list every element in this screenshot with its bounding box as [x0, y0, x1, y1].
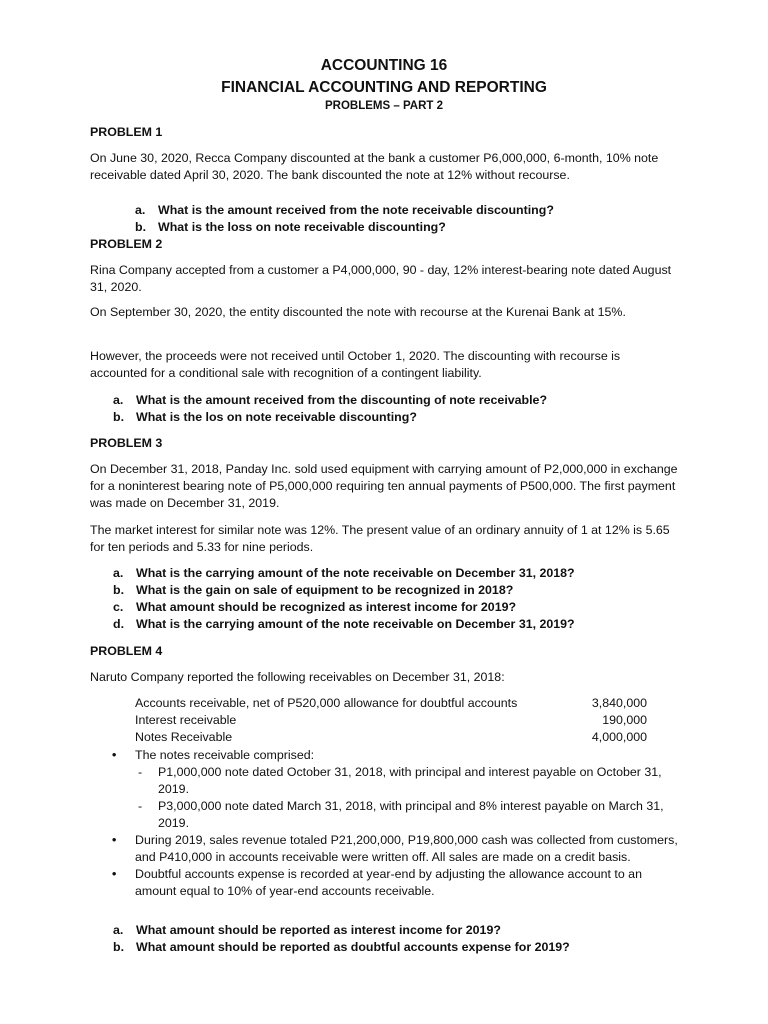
- list-item: [90, 392, 680, 409]
- table-row: [90, 729, 680, 746]
- bullet-item: [90, 866, 680, 900]
- note-text: P3,000,000 note dated March 31, 2018, with principal and 8% interest payable on March 31, 2019.: [158, 799, 664, 830]
- list-item: [90, 582, 680, 599]
- receivable-label: Notes Receivable: [135, 730, 233, 744]
- list-marker: b.: [113, 583, 125, 597]
- receivable-amount: 4,000,000: [591, 730, 647, 744]
- list-marker: a.: [135, 203, 146, 217]
- list-marker: a.: [113, 923, 124, 937]
- note-text: P1,000,000 note dated October 31, 2018, with principal and interest payable on October 31, 2019.: [158, 765, 662, 796]
- list-item: [90, 939, 680, 956]
- dash-marker: -: [138, 765, 143, 779]
- problem-3-paragraph-1: On December 31, 2018, Panday Inc. sold used equipment with carrying amount of P2,000,000 in exchange for a noninterest bearing note of P5,000,000 requiring ten annual payments of P500,000. The first payment was made on December 31, 2019.: [90, 462, 678, 510]
- question-text: What is the amount received from the note receivable discounting?: [158, 203, 554, 217]
- note-item: [90, 798, 680, 832]
- list-marker: b.: [113, 410, 125, 424]
- list-item: [90, 599, 680, 616]
- dash-marker: -: [138, 799, 143, 813]
- problem-4-intro: Naruto Company reported the following receivables on December 31, 2018:: [90, 670, 505, 684]
- receivable-amount: 190,000: [602, 713, 647, 727]
- list-marker: a.: [113, 393, 124, 407]
- list-item: [90, 565, 680, 582]
- receivable-amount: 3,840,000: [591, 696, 647, 710]
- bullet-text: During 2019, sales revenue totaled P21,200,000, P19,800,000 cash was collected from customers, and P410,000 in accounts receivable were written off. All sales are made on a credit basis.: [135, 833, 678, 864]
- bullet-icon: •: [112, 867, 117, 881]
- problem-3-paragraph-2: The market interest for similar note was 12%. The present value of an ordinary annuity of 1 at 12% is 5.65 for ten periods and 5.33 for nine periods.: [90, 523, 670, 554]
- table-row: [90, 695, 680, 712]
- question-text: What is the amount received from the discounting of note receivable?: [136, 393, 548, 407]
- problem-2-paragraph-2: On September 30, 2020, the entity discounted the note with recourse at the Kurenai Bank at 15%.: [90, 305, 626, 319]
- problem-3-heading: PROBLEM 3: [90, 436, 163, 450]
- receivables-table: [90, 695, 680, 746]
- problem-4-heading: PROBLEM 4: [90, 644, 163, 658]
- bullet-item: [90, 747, 680, 764]
- question-text: What amount should be recognized as interest income for 2019?: [136, 600, 517, 614]
- problem-2-questions: [90, 392, 680, 426]
- problem-2-paragraph-3: However, the proceeds were not received until October 1, 2020. The discounting with recourse is accounted for a conditional sale with recognition of a contingent liability.: [90, 349, 621, 380]
- note-item: [90, 764, 680, 798]
- course-title: ACCOUNTING 16: [320, 57, 448, 74]
- question-text: What amount should be reported as interest income for 2019?: [136, 923, 501, 937]
- problem-4-questions: [90, 922, 680, 956]
- bullet-text: Doubtful accounts expense is recorded at year-end by adjusting the allowance account to an amount equal to 10% of year-end accounts receivable.: [135, 867, 642, 898]
- bullet-text: The notes receivable comprised:: [135, 748, 315, 762]
- bullet-icon: •: [112, 748, 117, 762]
- list-marker: b.: [113, 940, 125, 954]
- question-text: What is the gain on sale of equipment to be recognized in 2018?: [136, 583, 514, 597]
- list-marker: d.: [113, 617, 125, 631]
- list-marker: c.: [113, 600, 124, 614]
- list-item: [90, 922, 680, 939]
- question-text: What is the carrying amount of the note receivable on December 31, 2018?: [136, 566, 575, 580]
- list-marker: a.: [113, 566, 124, 580]
- table-row: [90, 712, 680, 729]
- question-text: What amount should be reported as doubtful accounts expense for 2019?: [136, 940, 570, 954]
- receivable-label: Interest receivable: [135, 713, 237, 727]
- problem-1-heading: PROBLEM 1: [90, 125, 163, 139]
- problem-1-text: On June 30, 2020, Recca Company discounted at the bank a customer P6,000,000, 6-month, 10% note receivable dated April 30, 2020. The bank discounted the note at 12% without recourse.: [90, 151, 659, 182]
- document-title: FINANCIAL ACCOUNTING AND REPORTING: [221, 79, 547, 96]
- list-item: [90, 202, 680, 219]
- list-item: [90, 616, 680, 633]
- document-subtitle: PROBLEMS – PART 2: [325, 100, 443, 112]
- problem-2-paragraph-1: Rina Company accepted from a customer a P4,000,000, 90 - day, 12% interest-bearing note dated August 31, 2020.: [90, 263, 672, 294]
- bullet-icon: •: [112, 833, 117, 847]
- list-item: [90, 219, 680, 236]
- bullet-item: [90, 832, 680, 866]
- problem-4-details: [90, 747, 680, 900]
- question-text: What is the carrying amount of the note receivable on December 31, 2019?: [136, 617, 575, 631]
- problem-2-heading: PROBLEM 2: [90, 237, 163, 251]
- list-marker: b.: [135, 220, 147, 234]
- problem-1-questions: [90, 202, 680, 236]
- receivable-label: Accounts receivable, net of P520,000 allowance for doubtful accounts: [135, 696, 518, 710]
- question-text: What is the los on note receivable discounting?: [136, 410, 417, 424]
- question-text: What is the loss on note receivable discounting?: [158, 220, 446, 234]
- list-item: [90, 409, 680, 426]
- problem-3-questions: [90, 565, 680, 633]
